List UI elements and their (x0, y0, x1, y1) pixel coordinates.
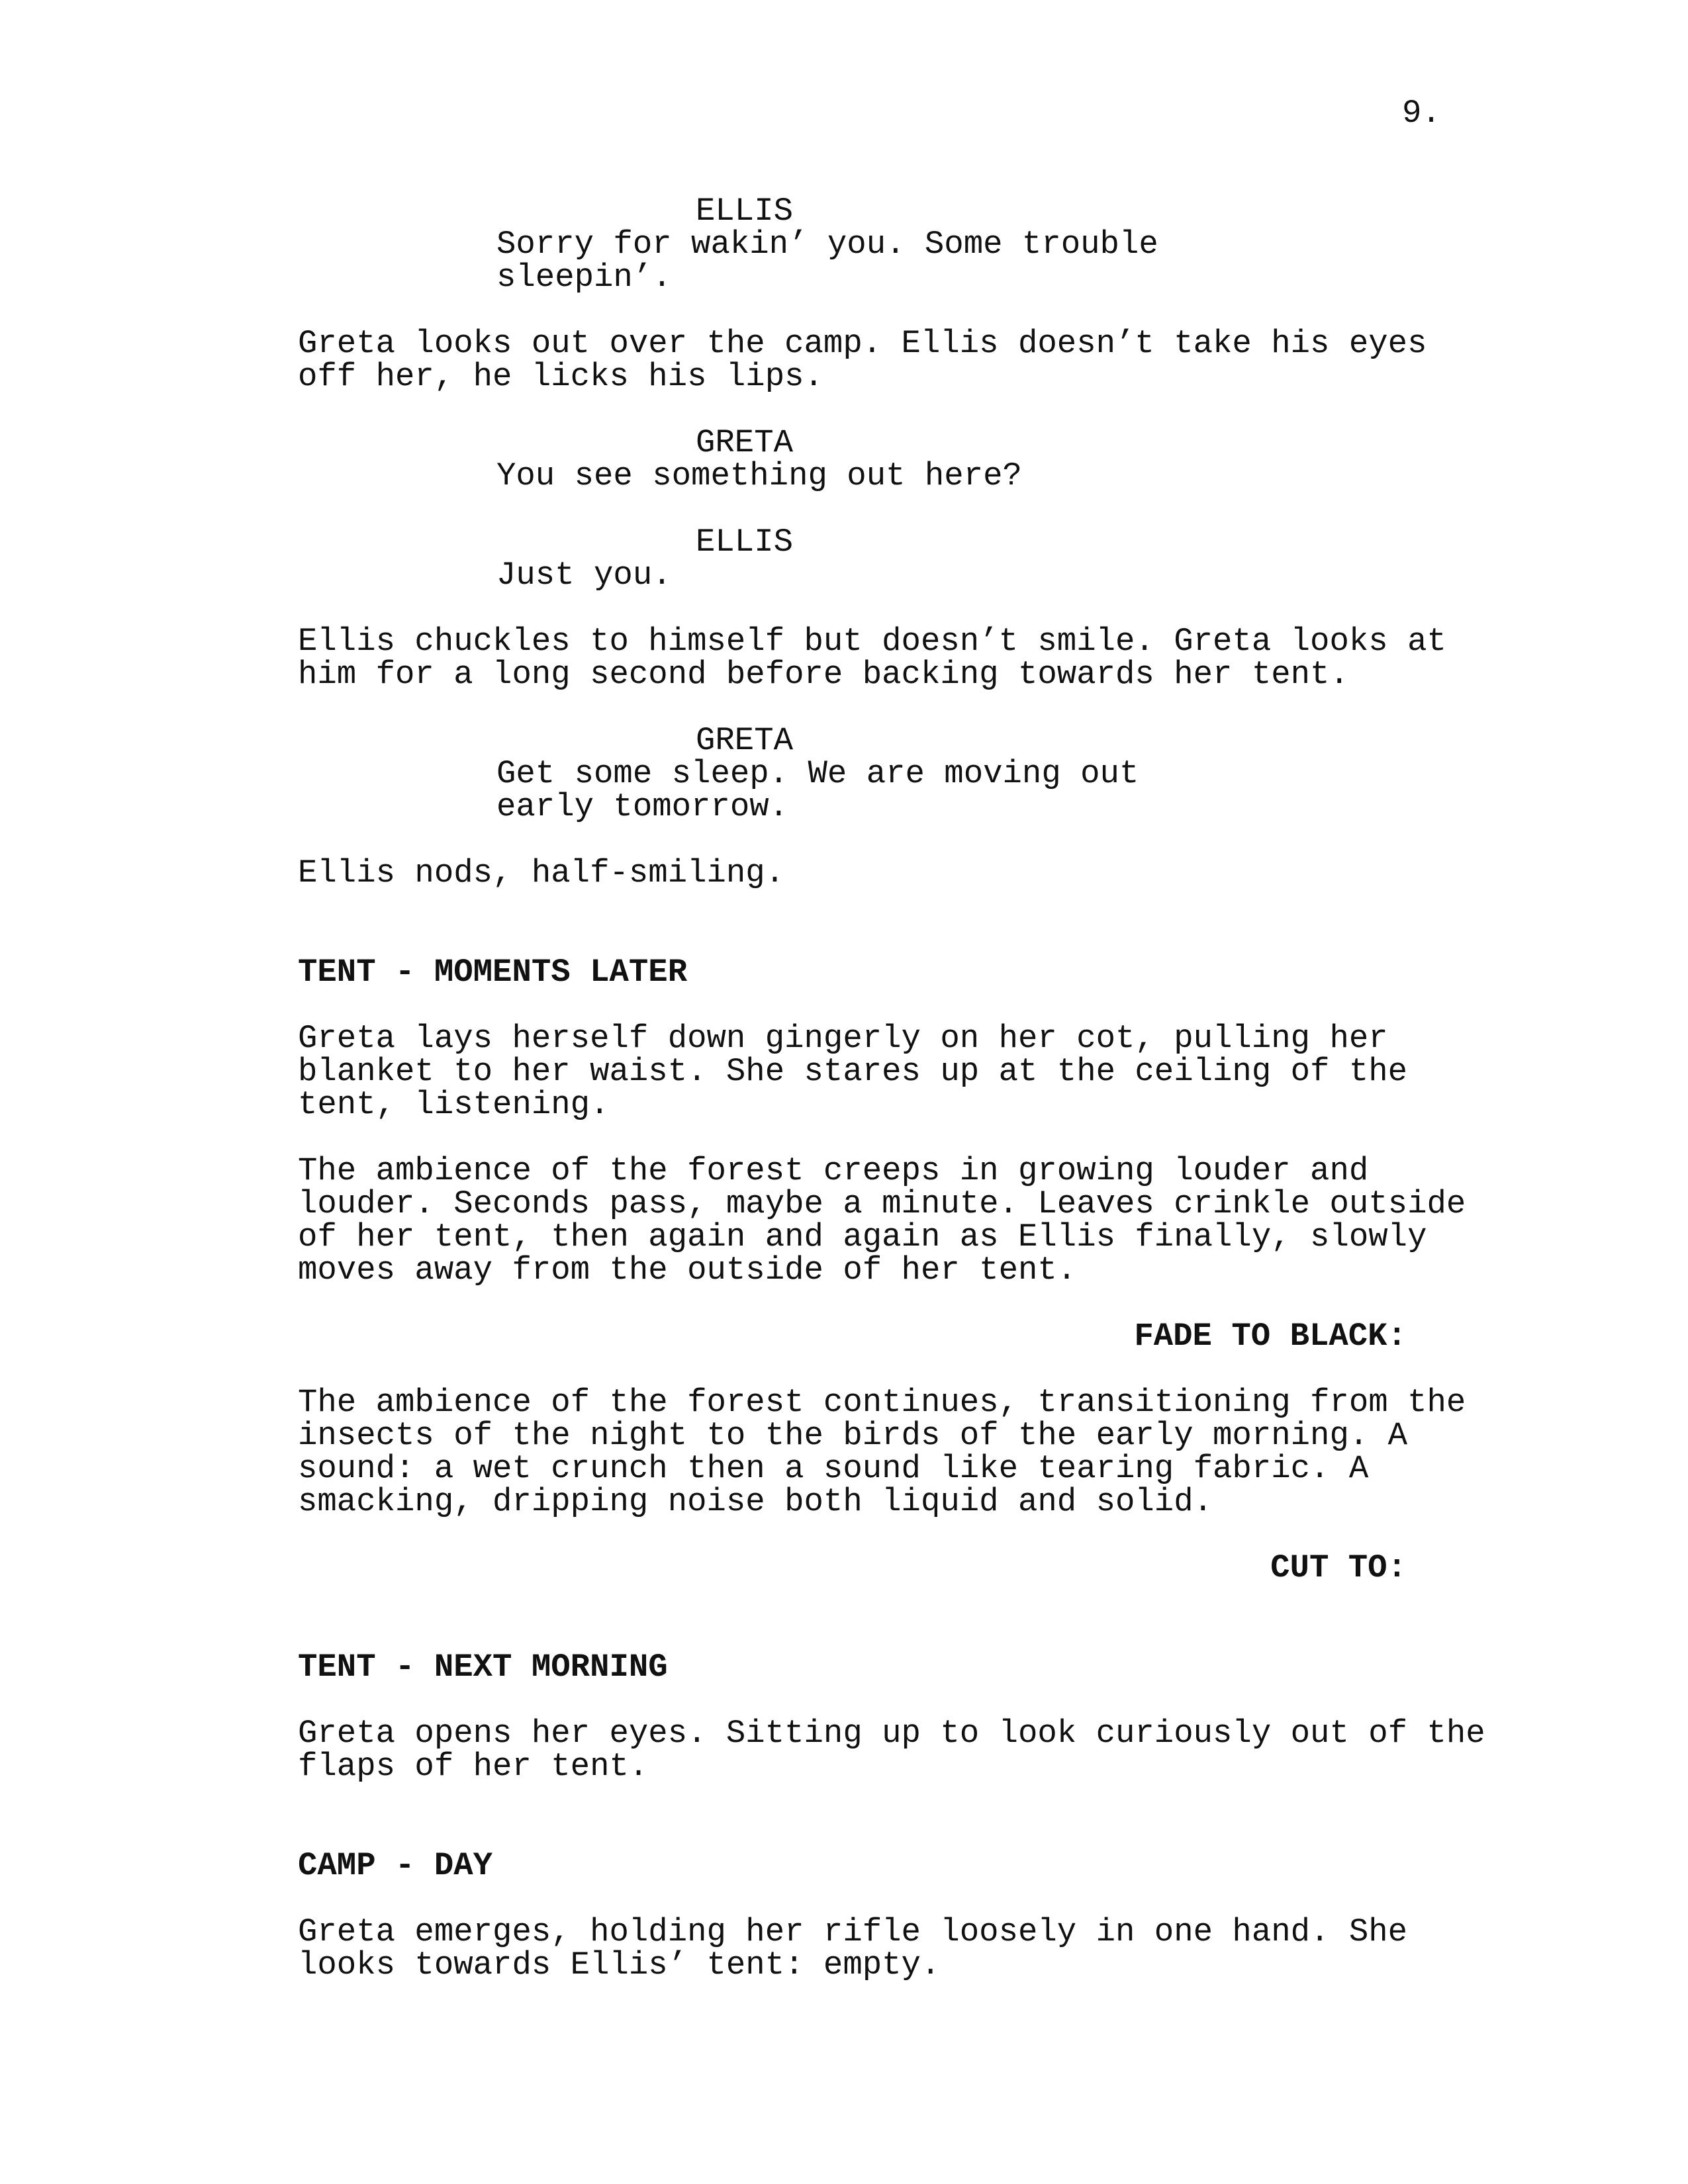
scene-heading: TENT - MOMENTS LATER (298, 954, 688, 991)
dialogue-line: sleepin’. (496, 259, 672, 296)
action-line: The ambience of the forest continues, transitioning from the (298, 1384, 1466, 1421)
action-line: insects of the night to the birds of the early morning. A (298, 1417, 1408, 1454)
transition: FADE TO BLACK: (1134, 1318, 1407, 1355)
action-line: Ellis nods, half-smiling. (298, 854, 785, 891)
action-line: smacking, dripping noise both liquid and solid. (298, 1483, 1213, 1520)
action-line: Greta looks out over the camp. Ellis doesn’t take his eyes (298, 325, 1427, 362)
character-name: ELLIS (696, 523, 794, 561)
dialogue-line: Just you. (496, 557, 672, 594)
character-name: ELLIS (696, 193, 794, 230)
action-line: louder. Seconds pass, maybe a minute. Leaves crinkle outside (298, 1185, 1466, 1222)
action-line: moves away from the outside of her tent. (298, 1251, 1077, 1289)
action-line: looks towards Ellis’ tent: empty. (298, 1946, 941, 1983)
scene-heading: TENT - NEXT MORNING (298, 1649, 668, 1686)
page-number: 9. (1402, 95, 1441, 132)
action-line: off her, he licks his lips. (298, 358, 823, 395)
action-line: Ellis chuckles to himself but doesn’t smile. Greta looks at (298, 623, 1446, 660)
action-line: Greta lays herself down gingerly on her cot, pulling her (298, 1020, 1388, 1057)
action-line: blanket to her waist. She stares up at the ceiling of the (298, 1053, 1408, 1090)
action-line: him for a long second before backing towards her tent. (298, 656, 1349, 693)
dialogue-line: early tomorrow. (496, 788, 789, 825)
character-name: GRETA (696, 424, 794, 461)
action-line: Greta emerges, holding her rifle loosely in one hand. She (298, 1913, 1408, 1950)
action-line: Greta opens her eyes. Sitting up to look curiously out of the (298, 1715, 1485, 1752)
transition: CUT TO: (1270, 1549, 1407, 1586)
action-line: of her tent, then again and again as Ellis finally, slowly (298, 1218, 1427, 1255)
dialogue-line: Sorry for wakin’ you. Some trouble (496, 226, 1158, 263)
scene-heading: CAMP - DAY (298, 1847, 493, 1884)
action-line: The ambience of the forest creeps in growing louder and (298, 1152, 1369, 1189)
character-name: GRETA (696, 722, 794, 759)
action-line: flaps of her tent. (298, 1748, 649, 1785)
dialogue-line: You see something out here? (496, 457, 1022, 494)
dialogue-line: Get some sleep. We are moving out (496, 755, 1139, 792)
action-line: tent, listening. (298, 1086, 610, 1123)
action-line: sound: a wet crunch then a sound like tearing fabric. A (298, 1450, 1369, 1487)
